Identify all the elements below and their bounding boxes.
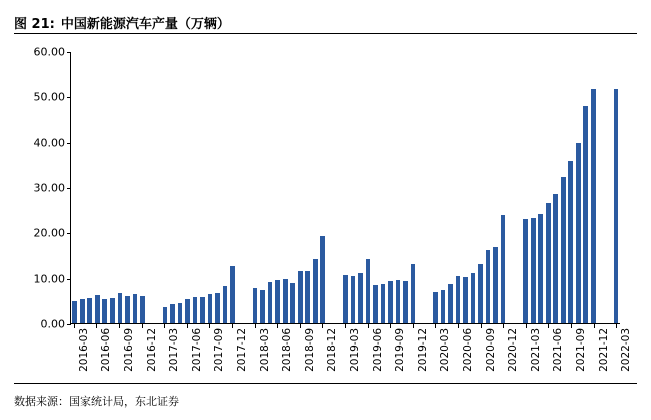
figure-label: 图 21: [14, 16, 55, 32]
bar-slot [244, 52, 252, 323]
bar [568, 161, 573, 323]
page-title: 中国新能源汽车产量（万辆） [60, 16, 230, 32]
x-tick-mark [548, 324, 549, 328]
bar-slot [312, 52, 320, 323]
x-tick-label: 2021-03 [529, 328, 542, 372]
bar [208, 294, 213, 323]
bar [366, 259, 371, 323]
bar-slot [522, 52, 530, 323]
y-tick-label: 20.00 [33, 226, 65, 240]
y-tick-label: 40.00 [33, 136, 65, 150]
bar-slot [537, 52, 545, 323]
bar-slot [342, 52, 350, 323]
bar [87, 298, 92, 323]
bar [396, 280, 401, 323]
bar-slot [372, 52, 380, 323]
bar-slot [492, 52, 500, 323]
bar-slot [214, 52, 222, 323]
y-tick-label: 60.00 [33, 45, 65, 59]
bar [358, 273, 363, 323]
bar [283, 279, 288, 323]
bar [441, 290, 446, 323]
y-tick-label: 10.00 [33, 272, 65, 286]
bar [305, 271, 310, 323]
bar-slot [131, 52, 139, 323]
x-tick-label: 2019-06 [371, 328, 384, 372]
bar [403, 281, 408, 323]
bar-slot [109, 52, 117, 323]
bar [163, 307, 168, 323]
x-tick-label: 2021-12 [597, 328, 610, 372]
bar-slot [469, 52, 477, 323]
x-tick-label: 2016-12 [145, 328, 158, 372]
bar [486, 250, 491, 323]
x-tick-label: 2020-06 [462, 328, 474, 372]
bar [343, 275, 348, 323]
bar-slot [116, 52, 124, 323]
bar [133, 294, 138, 323]
bar-slot [206, 52, 214, 323]
figure-title-row [14, 10, 637, 34]
bar-slot [575, 52, 583, 323]
x-tick-label: 2016-03 [77, 328, 90, 372]
bar [501, 215, 506, 323]
bar-slot [229, 52, 237, 323]
bar-slot [409, 52, 417, 323]
bar-slot [289, 52, 297, 323]
bar-slot [221, 52, 229, 323]
bar-slot [266, 52, 274, 323]
bar-slot [529, 52, 537, 323]
bar-slot [499, 52, 507, 323]
bar-slot [236, 52, 244, 323]
x-tick-label: 2019-12 [416, 328, 429, 372]
bar-slot [94, 52, 102, 323]
x-tick-mark [345, 324, 346, 328]
bar [576, 143, 581, 323]
bar [215, 293, 220, 323]
bar-slot [161, 52, 169, 323]
x-tick-label: 2017-06 [190, 328, 203, 372]
bar [275, 280, 280, 323]
bar [493, 247, 498, 323]
bar [102, 299, 107, 323]
bar [411, 264, 416, 323]
x-tick-mark [232, 324, 233, 328]
y-tick-mark [67, 97, 71, 98]
source-note: 数据来源：国家统计局，东北证券 [14, 395, 179, 408]
bar-slot [199, 52, 207, 323]
x-tick-label: 2018-06 [281, 328, 294, 372]
x-tick-mark [571, 324, 572, 328]
x-tick-mark [458, 324, 459, 328]
x-tick-label: 2018-09 [303, 328, 316, 372]
x-tick-mark [481, 324, 482, 328]
bar-slot [439, 52, 447, 323]
bar [178, 303, 183, 323]
x-tick-mark [322, 324, 323, 328]
x-tick-mark [277, 324, 278, 328]
x-tick-mark [390, 324, 391, 328]
bar-slot [139, 52, 147, 323]
x-tick-mark [74, 324, 75, 328]
bar [561, 177, 566, 323]
bar-slot [544, 52, 552, 323]
bar-slot [462, 52, 470, 323]
bar-slot [71, 52, 79, 323]
bar-slot [251, 52, 259, 323]
bar-slot [387, 52, 395, 323]
x-tick-label: 2020-09 [484, 328, 497, 372]
title-divider [14, 33, 637, 34]
bar-slot [169, 52, 177, 323]
x-tick-mark [142, 324, 143, 328]
x-axis-labels [70, 324, 633, 376]
x-tick-mark [616, 324, 617, 328]
x-tick-label: 2017-12 [235, 328, 248, 372]
bar [433, 292, 438, 323]
x-tick-mark [526, 324, 527, 328]
bar [448, 284, 453, 323]
bar-slot [484, 52, 492, 323]
bar [72, 301, 77, 323]
x-tick-label: 2020-03 [439, 328, 452, 372]
bar [313, 259, 318, 323]
bar [170, 304, 175, 323]
bar-slot [364, 52, 372, 323]
bar [140, 296, 145, 323]
bar [110, 298, 115, 323]
bar-slot [417, 52, 425, 323]
bar-slot [259, 52, 267, 323]
bar-slot [552, 52, 560, 323]
bar [290, 283, 295, 323]
bar [185, 299, 190, 323]
bar-slot [590, 52, 598, 323]
bar-slot [394, 52, 402, 323]
bar-slot [582, 52, 590, 323]
bar-slot [79, 52, 87, 323]
bar [456, 276, 461, 323]
x-tick-label: 2017-03 [168, 328, 181, 372]
bar [125, 296, 130, 323]
bar-slot [296, 52, 304, 323]
bar [388, 281, 393, 323]
x-tick-label: 2022-03 [620, 328, 633, 372]
x-tick-mark [187, 324, 188, 328]
y-tick-label: 30.00 [33, 181, 65, 195]
bar [118, 293, 123, 323]
x-tick-label: 2016-09 [122, 328, 135, 372]
bar-slot [86, 52, 94, 323]
y-tick-mark [67, 279, 71, 280]
x-tick-mark [594, 324, 595, 328]
bar-slot [507, 52, 515, 323]
x-tick-mark [119, 324, 120, 328]
x-tick-label: 2018-03 [258, 328, 271, 372]
bar-slot [379, 52, 387, 323]
x-tick-mark [300, 324, 301, 328]
bar-slot [567, 52, 575, 323]
x-tick-label: 2019-09 [394, 328, 407, 372]
bar-slot [191, 52, 199, 323]
bar-slot [184, 52, 192, 323]
bar [523, 219, 528, 323]
bar [253, 288, 258, 323]
bar [351, 276, 356, 323]
bar [531, 218, 536, 323]
bar-slot [605, 52, 613, 323]
bar-slot [146, 52, 154, 323]
bar-slot [514, 52, 522, 323]
x-tick-label: 2016-06 [100, 328, 113, 372]
bar-slot [154, 52, 162, 323]
bar [320, 236, 325, 323]
bar-slot [454, 52, 462, 323]
bar [80, 299, 85, 323]
bar-slot [334, 52, 342, 323]
bar [614, 89, 619, 323]
bar-slot [176, 52, 184, 323]
bar [268, 282, 273, 323]
bar-slot [349, 52, 357, 323]
bar-slot [447, 52, 455, 323]
x-tick-mark [503, 324, 504, 328]
bar-slot [101, 52, 109, 323]
bar-slot [597, 52, 605, 323]
x-tick-mark [255, 324, 256, 328]
bar [471, 273, 476, 323]
bar [478, 264, 483, 323]
bar [260, 290, 265, 323]
x-tick-mark [96, 324, 97, 328]
x-tick-mark [164, 324, 165, 328]
bar [546, 203, 551, 323]
x-tick-mark [413, 324, 414, 328]
bar-slot [402, 52, 410, 323]
bar-slot [274, 52, 282, 323]
bar-slot [304, 52, 312, 323]
x-tick-mark [209, 324, 210, 328]
bar [298, 271, 303, 323]
bar-slot [424, 52, 432, 323]
bar-slot [560, 52, 568, 323]
x-tick-label: 2021-06 [552, 328, 565, 372]
bar [553, 194, 558, 323]
bar [230, 266, 235, 323]
y-tick-mark [67, 143, 71, 144]
bar-slot [477, 52, 485, 323]
x-tick-label: 2019-03 [349, 328, 361, 372]
bar [223, 286, 228, 323]
bar-slot [357, 52, 365, 323]
bar [193, 297, 198, 323]
bar-slot [281, 52, 289, 323]
bar-slot [432, 52, 440, 323]
bar [591, 89, 596, 323]
bar-slot [612, 52, 620, 323]
y-tick-mark [67, 188, 71, 189]
y-tick-mark [67, 233, 71, 234]
bar [538, 214, 543, 323]
footer-divider [14, 383, 637, 384]
bar-chart [14, 40, 637, 376]
plot-area [33, 45, 620, 331]
bar [463, 277, 468, 323]
y-tick-label: 0.00 [40, 317, 65, 331]
x-tick-label: 2020-12 [507, 328, 520, 372]
bar [373, 285, 378, 323]
x-tick-mark [368, 324, 369, 328]
bar [381, 284, 386, 323]
bar-slot [327, 52, 335, 323]
bar [583, 106, 588, 323]
x-tick-label: 2017-09 [213, 328, 226, 372]
x-tick-mark [435, 324, 436, 328]
bar [95, 295, 100, 323]
y-tick-mark [67, 52, 71, 53]
bar-series [71, 52, 620, 323]
y-tick-label: 50.00 [33, 90, 65, 104]
bar [200, 297, 205, 323]
x-tick-label: 2021-09 [575, 328, 588, 372]
bar-slot [319, 52, 327, 323]
x-tick-label: 2018-12 [326, 328, 339, 372]
bar-slot [124, 52, 132, 323]
